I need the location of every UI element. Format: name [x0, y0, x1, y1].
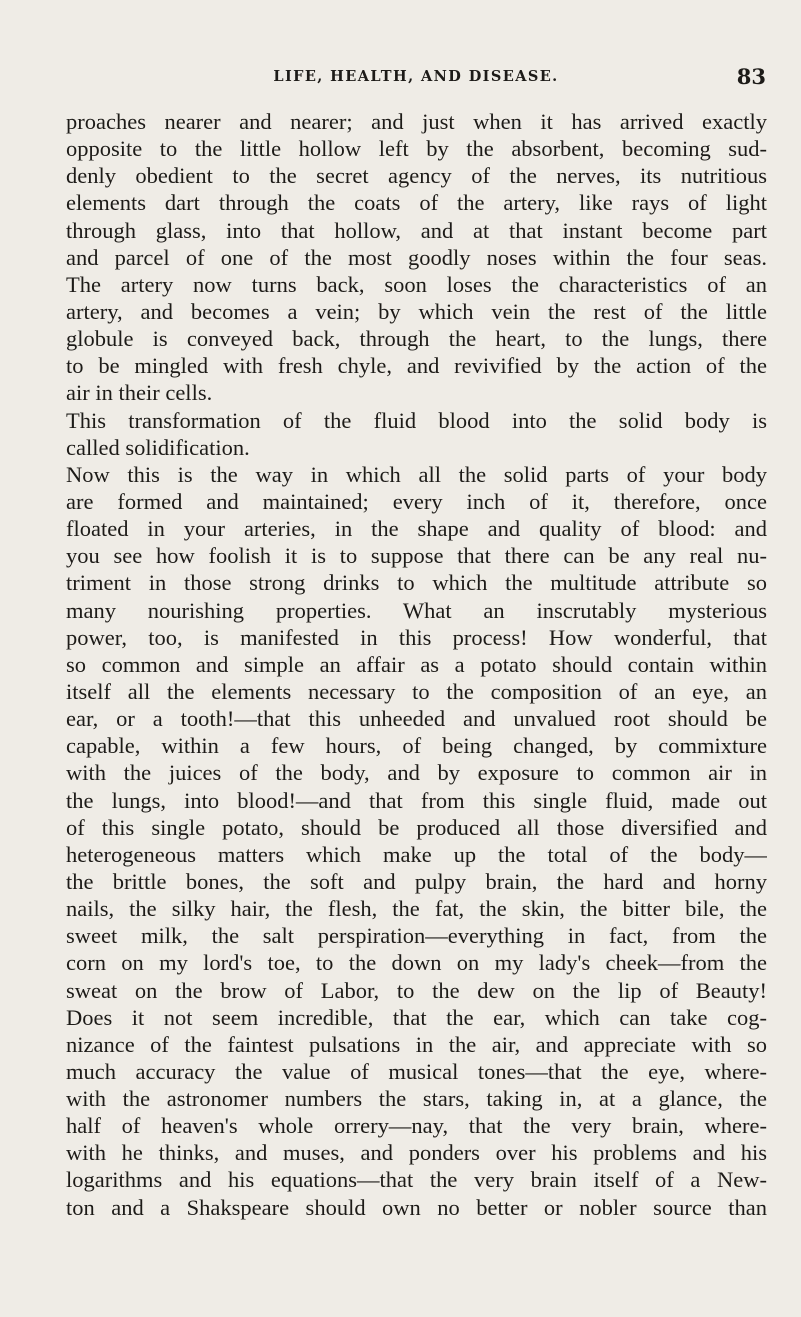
running-head: [66, 64, 766, 92]
text-line: sweet milk, the salt perspiration—everything in fact, from the: [66, 923, 767, 949]
text-line: with the juices of the body, and by exposure to common air in: [66, 760, 767, 786]
text-line: itself all the elements necessary to the composition of an eye, an: [66, 678, 767, 704]
text-line: opposite to the little hollow left by the absorbent, becoming sud-: [66, 136, 767, 162]
text-line: the lungs, into blood!—and that from this single fluid, made out: [66, 787, 767, 813]
text-line: to be mingled with fresh chyle, and revivified by the action of the: [66, 353, 767, 379]
text-line: Does it not seem incredible, that the ear, which can take cog-: [66, 1004, 767, 1030]
text-line: sweat on the brow of Labor, to the dew on the lip of Beauty!: [66, 977, 767, 1003]
body-text: [66, 108, 767, 1221]
text-line: elements dart through the coats of the artery, like rays of light: [66, 190, 767, 216]
text-line: denly obedient to the secret agency of the nerves, its nutritious: [66, 163, 767, 189]
text-line: power, too, is manifested in this process! How wonderful, that: [66, 624, 767, 650]
text-line: floated in your arteries, in the shape and quality of blood: and: [66, 516, 767, 542]
text-line: so common and simple an affair as a potato should contain within: [66, 651, 767, 677]
text-line: air in their cells.: [66, 380, 213, 406]
text-line: are formed and maintained; every inch of it, therefore, once: [66, 488, 767, 514]
text-line: ton and a Shakspeare should own no better or nobler source than: [66, 1194, 767, 1220]
page-number: 83: [736, 64, 766, 89]
text-line: This transformation of the fluid blood into the solid body is: [66, 407, 767, 433]
text-line: with the astronomer numbers the stars, taking in, at a glance, the: [66, 1086, 767, 1112]
text-line: triment in those strong drinks to which the multitude attribute so: [66, 570, 767, 596]
text-line: many nourishing properties. What an inscrutably mysterious: [66, 597, 767, 623]
text-line: much accuracy the value of musical tones—that the eye, where-: [66, 1058, 767, 1084]
text-line: nizance of the faintest pulsations in the air, and appreciate with so: [66, 1031, 767, 1057]
text-line: nails, the silky hair, the flesh, the fat, the skin, the bitter bile, the: [66, 896, 767, 922]
text-line: globule is conveyed back, through the heart, to the lungs, there: [66, 326, 767, 352]
text-line: with he thinks, and muses, and ponders over his problems and his: [66, 1140, 767, 1166]
text-line: half of heaven's whole orrery—nay, that the very brain, where-: [66, 1113, 767, 1139]
text-line: the brittle bones, the soft and pulpy brain, the hard and horny: [66, 868, 767, 894]
text-line: The artery now turns back, soon loses the characteristics of an: [66, 271, 767, 297]
text-line: logarithms and his equations—that the very brain itself of a New-: [66, 1167, 767, 1193]
text-line: and parcel of one of the most goodly noses within the four seas.: [66, 244, 767, 270]
running-title: LIFE, HEALTH, AND DISEASE.: [273, 68, 559, 85]
text-line: artery, and becomes a vein; by which vein the rest of the little: [66, 298, 767, 324]
text-line: capable, within a few hours, of being changed, by commixture: [66, 733, 767, 759]
text-line: Now this is the way in which all the solid parts of your body: [66, 461, 767, 487]
text-line: of this single potato, should be produced all those diversified and: [66, 814, 767, 840]
text-line: heterogeneous matters which make up the total of the body—: [66, 841, 767, 867]
text-line: corn on my lord's toe, to the down on my lady's cheek—from the: [66, 950, 767, 976]
text-line: through glass, into that hollow, and at that instant become part: [66, 217, 767, 243]
text-line: called solidification.: [66, 434, 250, 460]
text-line: ear, or a tooth!—that this unheeded and unvalued root should be: [66, 706, 767, 732]
text-line: proaches nearer and nearer; and just when it has arrived exactly: [66, 109, 767, 134]
text-line: you see how foolish it is to suppose that there can be any real nu-: [66, 543, 767, 569]
